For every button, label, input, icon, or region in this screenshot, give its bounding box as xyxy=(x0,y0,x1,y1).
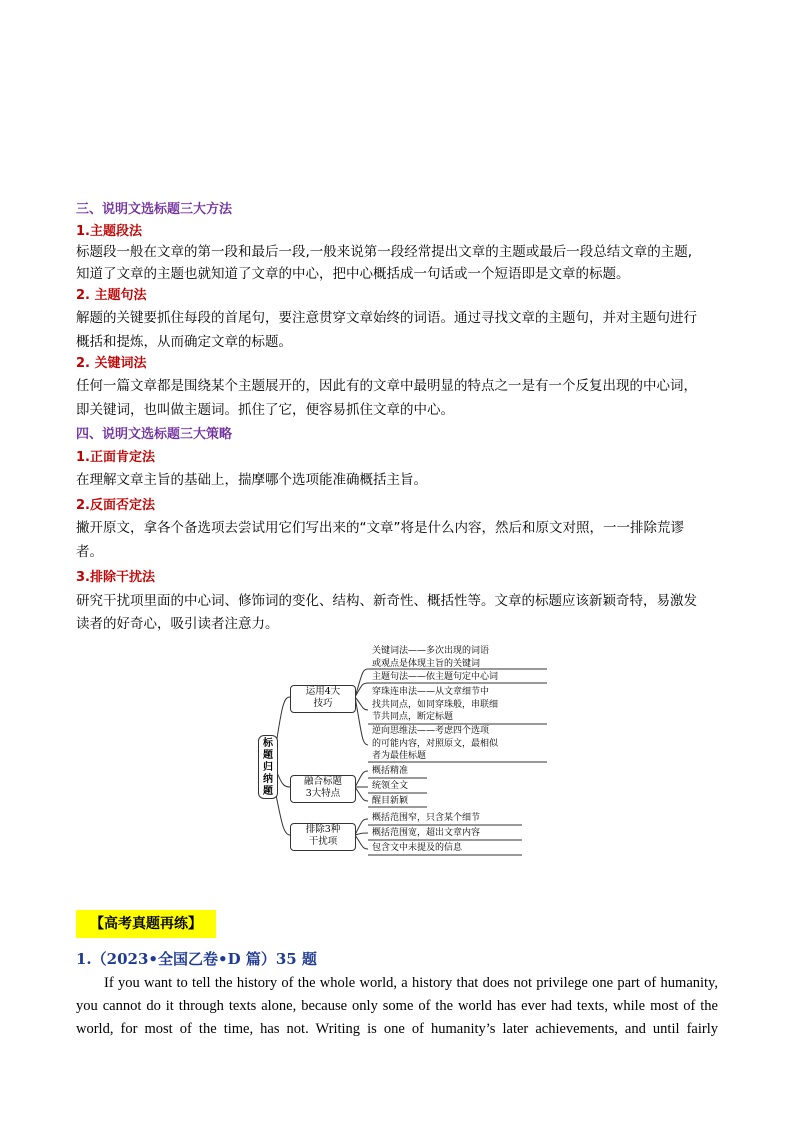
paragraph-line: 读者的好奇心，吸引读者注意力。 xyxy=(76,616,279,632)
mind-map-leaf: 主题句法——依主题句定中心词 xyxy=(372,672,499,682)
strategy-title-positive: 1.正面肯定法 xyxy=(76,450,155,465)
strategy-title-exclusion: 3.排除干扰法 xyxy=(76,570,155,585)
passage-line: If you want to tell the history of the whole world, a history that does not privilege one part of humanity, xyxy=(104,975,718,991)
method-title-keyword: 2. 关键词法 xyxy=(76,356,147,371)
paragraph-line: 概括和提炼，从而确定文章的标题。 xyxy=(76,334,292,350)
mind-map-leaf: 包含文中未提及的信息 xyxy=(372,843,463,853)
mind-map-leaf: 统领全文 xyxy=(372,781,409,791)
practice-badge: 【高考真题再练】 xyxy=(76,910,216,938)
mind-map-diagram xyxy=(252,645,552,860)
paragraph-line: 者。 xyxy=(76,544,103,560)
mind-map-leaf: 概括范围宽，超出文章内容 xyxy=(372,828,481,838)
paragraph-line: 标题段一般在文章的第一段和最后一段,一般来说第一段经常提出文章的主题或最后一段总结文章的主题, xyxy=(76,244,693,260)
passage-line: you cannot do it through texts alone, because only some of the world has ever had texts, while most of the xyxy=(76,998,718,1014)
section-heading-methods: 三、说明文选标题三大方法 xyxy=(76,202,233,217)
passage-line: world, for most of the time, has not. Writing is one of humanity’s later achievements, and until fairly xyxy=(76,1021,718,1037)
paragraph-line: 在理解文章主旨的基础上，揣摩哪个选项能准确概括主旨。 xyxy=(76,472,427,488)
mind-map-leaf: 概括精准 xyxy=(372,766,409,776)
paragraph-line: 任何一篇文章都是围绕某个主题展开的，因此有的文章中最明显的特点之一是有一个反复出现的中心词， xyxy=(76,378,697,394)
mind-map-leaf: 逆向思维法——考虑四个选项 的可能内容，对照原文，最相似 者为最佳标题 xyxy=(372,726,499,761)
mind-map-leaf: 穿珠连串法——从文章细节中 找共同点，如同穿珠般，串联细 节共同点，断定标题 xyxy=(372,687,499,722)
mind-map-leaf: 概括范围窄，只含某个细节 xyxy=(372,813,481,823)
mind-map-branch-features: 融合标题 3大特点 xyxy=(290,775,356,803)
paragraph-line: 即关键词，也叫做主题词。抓住了它，便容易抓住文章的中心。 xyxy=(76,402,454,418)
method-title-topic-paragraph: 1.主题段法 xyxy=(76,224,142,239)
method-title-topic-sentence: 2. 主题句法 xyxy=(76,288,147,303)
paragraph-line: 撇开原文，拿各个备选项去尝试用它们写出来的“文章”将是什么内容，然后和原文对照，一一排除荒谬 xyxy=(76,520,684,536)
question-title: 1.（2023•全国乙卷•D 篇）35 题 xyxy=(76,950,317,968)
mind-map-leaf: 醒目新颖 xyxy=(372,796,409,806)
paragraph-line: 研究干扰项里面的中心词、修饰词的变化、结构、新奇性、概括性等。文章的标题应该新颖奇特，易激发 xyxy=(76,593,697,609)
passage-paragraph xyxy=(76,972,718,1041)
mind-map-leaf: 关键词法——多次出现的词语 或观点是体现主旨的关键词 xyxy=(372,646,490,669)
mind-map-branch-techniques: 运用4大 技巧 xyxy=(290,685,356,713)
strategy-title-negative: 2.反面否定法 xyxy=(76,498,155,513)
paragraph-line: 解题的关键要抓住每段的首尾句，要注意贯穿文章始终的词语。通过寻找文章的主题句，并对主题句进行 xyxy=(76,310,697,326)
mind-map-branch-distractors: 排除3种 干扰项 xyxy=(290,823,356,851)
section-heading-strategies: 四、说明文选标题三大策略 xyxy=(76,427,233,442)
paragraph-line: 知道了文章的主题也就知道了文章的中心，把中心概括成一句话或一个短语即是文章的标题。 xyxy=(76,266,630,282)
mind-map-root: 标题归纳题 xyxy=(258,735,278,799)
